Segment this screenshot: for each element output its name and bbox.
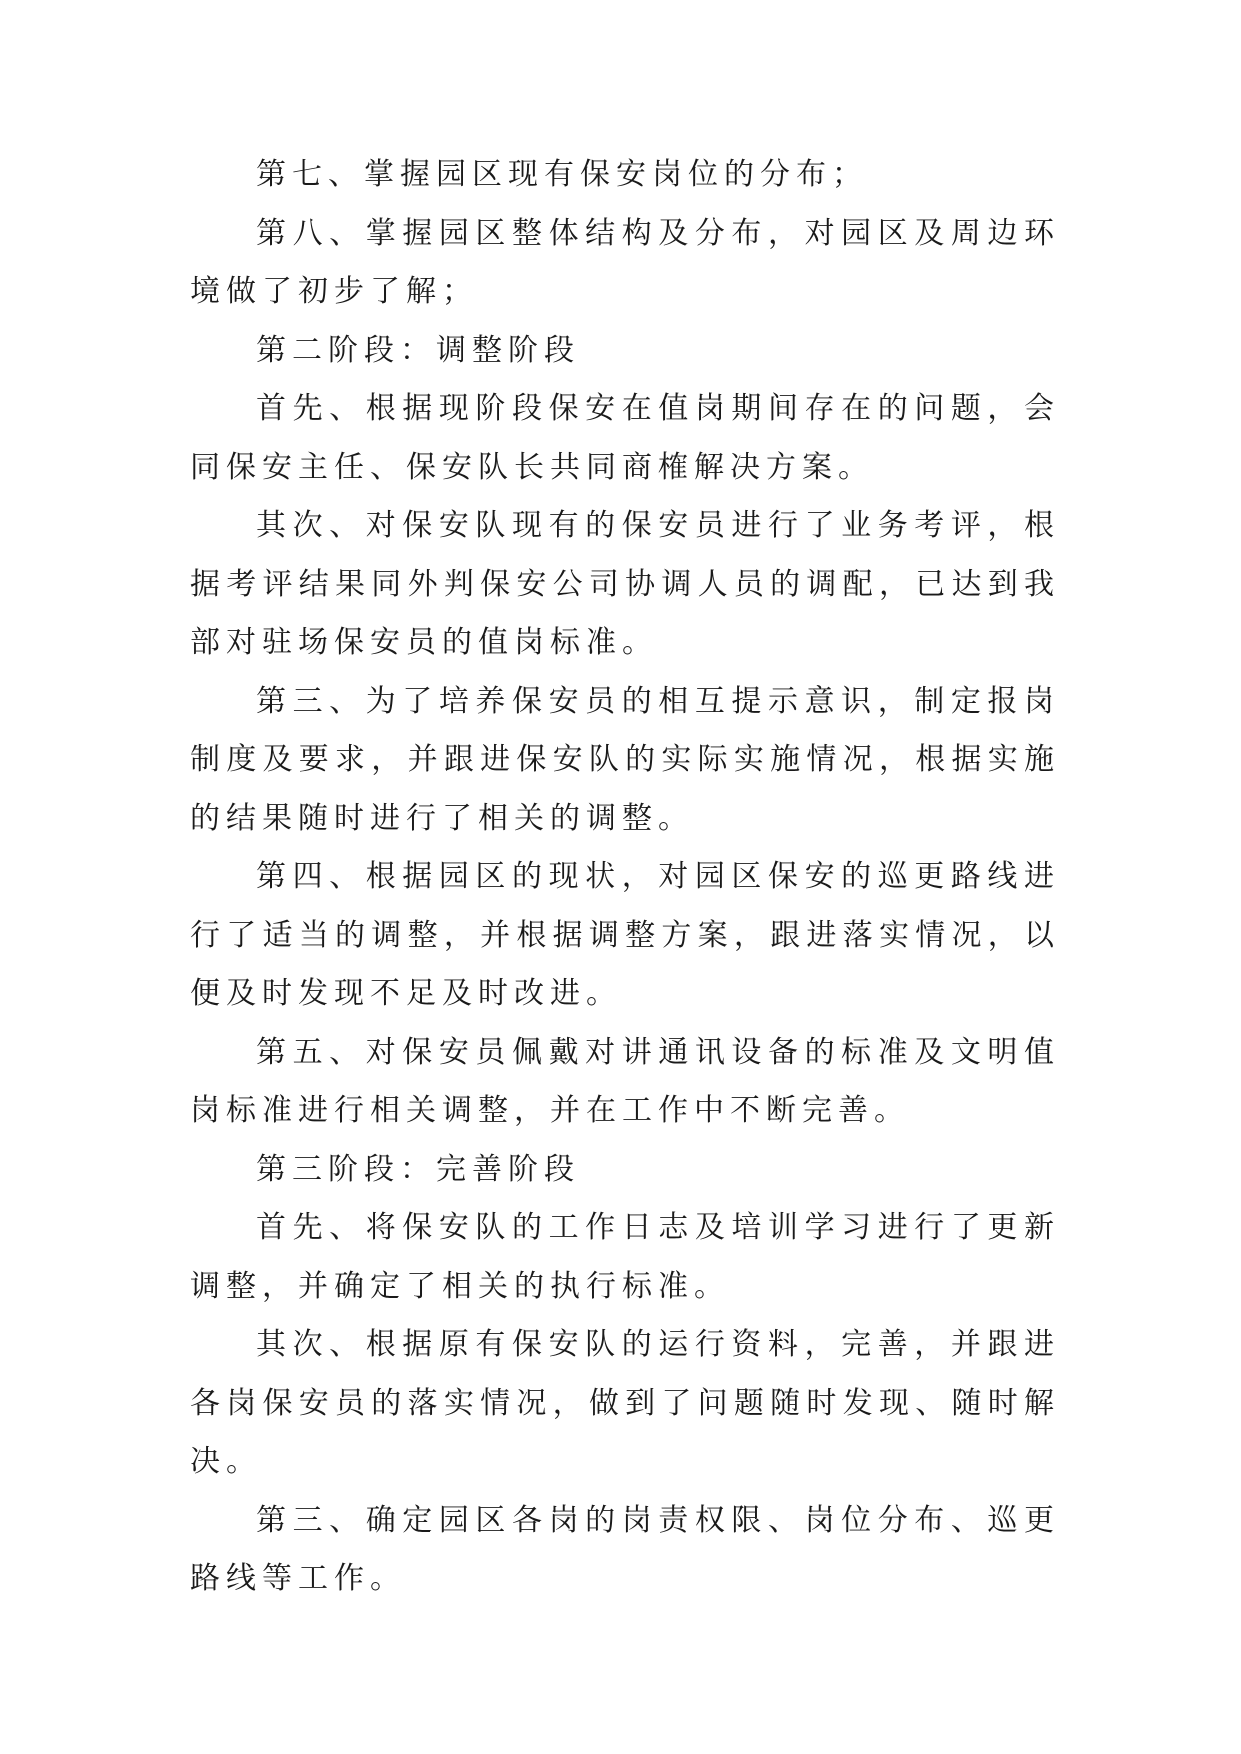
paragraph-stage3-second: 其次、根据原有保安队的运行资料，完善，并跟进各岗保安员的落实情况，做到了问题随时发现、随时解决。	[190, 1327, 1060, 1479]
paragraph-stage3-first: 首先、将保安队的工作日志及培训学习进行了更新调整，并确定了相关的执行标准。	[190, 1210, 1060, 1304]
paragraph-8th-item: 第八、掌握园区整体结构及分布，对园区及周边环境做了初步了解；	[190, 215, 1060, 309]
paragraph-stage2-fifth: 第五、对保安员佩戴对讲通讯设备的标准及文明值岗标准进行相关调整，并在工作中不断完善。	[190, 1034, 1060, 1128]
section-heading-stage-3: 第三阶段：完善阶段	[256, 1151, 580, 1187]
paragraph-stage2-second: 其次、对保安队现有的保安员进行了业务考评，根据考评结果同外判保安公司协调人员的调配，已达到我部对驻场保安员的值岗标准。	[190, 508, 1060, 660]
paragraph-stage3-third: 第三、确定园区各岗的岗责权限、岗位分布、巡更路线等工作。	[190, 1502, 1060, 1596]
paragraph-stage2-fourth: 第四、根据园区的现状，对园区保安的巡更路线进行了适当的调整，并根据调整方案，跟进落实情况，以便及时发现不足及时改进。	[190, 859, 1060, 1011]
paragraph-stage2-third: 第三、为了培养保安员的相互提示意识，制定报岗制度及要求，并跟进保安队的实际实施情况，根据实施的结果随时进行了相关的调整。	[190, 683, 1060, 836]
document-page	[190, 146, 1060, 1609]
paragraph-stage2-first: 首先、根据现阶段保安在值岗期间存在的问题，会同保安主任、保安队长共同商榷解决方案。	[190, 391, 1060, 485]
paragraph-7th-item: 第七、掌握园区现有保安岗位的分布；	[256, 157, 868, 192]
section-heading-stage-2: 第二阶段：调整阶段	[256, 332, 580, 368]
